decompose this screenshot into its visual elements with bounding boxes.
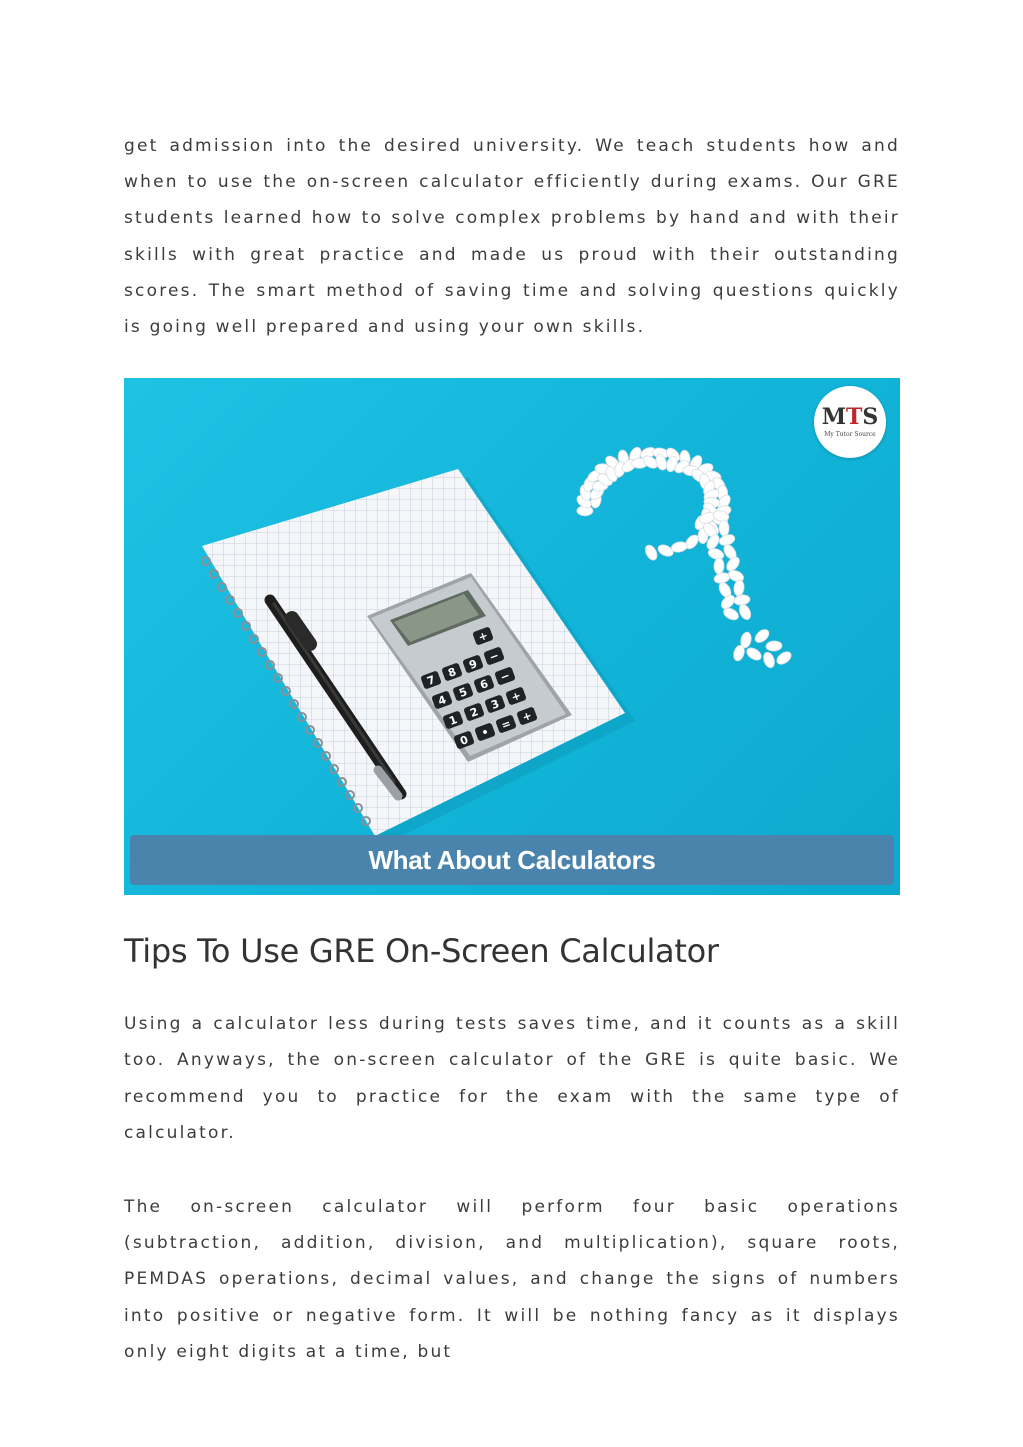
pill-question-mark [575, 445, 794, 669]
mts-logo [814, 386, 886, 458]
pill [766, 641, 783, 652]
notebook-calculator-illustration [124, 378, 900, 895]
calculator-key-label: + [509, 689, 523, 705]
document-page [124, 128, 900, 1370]
pill [733, 580, 745, 597]
calculator-key-label: 7 [425, 673, 437, 689]
section-paragraph-2: The on-screen calculator will perform four basic operations (subtraction, addition, division, and multiplication), square roots, PEMDAS operations, decimal values, and change the signs of numbers into positive or negative form. It will be nothing fancy as it displays only eight digits at a time, but [124, 1197, 900, 1362]
hero-image [124, 378, 900, 895]
calculator-key-label: 9 [467, 657, 479, 673]
pill [745, 646, 764, 663]
pill [775, 649, 794, 666]
calculator-key-label: • [479, 725, 491, 740]
calculator-key-label: 1 [447, 713, 459, 729]
calculator-key-label: 3 [489, 697, 501, 713]
logo-subtitle: My Tutor Source [824, 431, 876, 439]
calculator-key-label: − [487, 649, 501, 665]
calculator-key-label: 6 [478, 677, 490, 693]
pill [762, 651, 777, 669]
banner-text: What About Calculators [368, 844, 656, 875]
pill [714, 558, 725, 574]
calculator-key-label: − [498, 669, 512, 685]
pill [643, 543, 659, 562]
section-heading: Tips To Use GRE On-Screen Calculator [124, 932, 719, 971]
calculator-key-label: 8 [446, 665, 458, 681]
calculator-key-label: 0 [458, 733, 470, 749]
calculator-key-label: + [520, 709, 534, 725]
calculator-key-label: + [476, 629, 490, 645]
calculator-key-label: = [499, 717, 513, 733]
calculator-key-label: 5 [457, 685, 469, 701]
calculator-key-label: 2 [468, 705, 480, 721]
logo-mark: MTS [821, 404, 879, 431]
section-paragraph-1: Using a calculator less during tests saves time, and it counts as a skill too. Anyways, the on-screen calculator of the GRE is quite basic. We recommend you to practice for the exam with the same type of calculator. [124, 1014, 900, 1143]
intro-paragraph: get admission into the desired university. We teach students how and when to use the on-screen calculator efficiently during exams. Our GRE students learned how to solve complex problems by hand and with their skills with great practice and made us proud with their outstanding scores. The smart method of saving time and solving questions quickly is going well prepared and using your own skills. [124, 136, 900, 338]
image-caption-banner [130, 835, 894, 885]
pill [737, 603, 753, 622]
calculator-key-label: 4 [436, 693, 448, 709]
pill [656, 543, 675, 559]
